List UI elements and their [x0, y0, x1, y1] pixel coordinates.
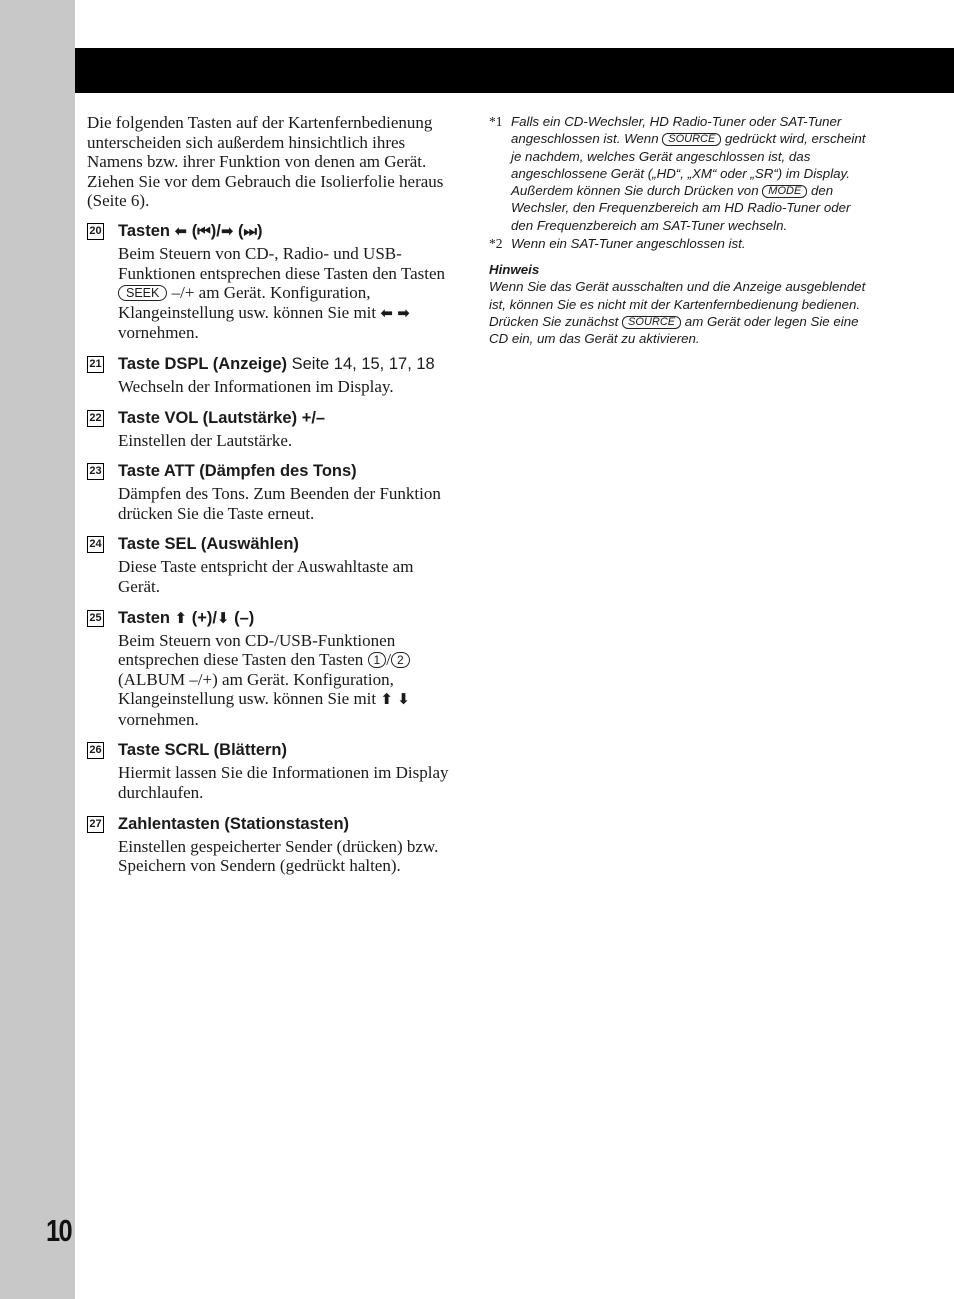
- entry-body: Beim Steuern von CD-, Radio- und USB-Funktionen entsprechen diese Tasten den Tasten SEEK –/+ am Gerät. Konfiguration, Klangeinstellung usw. können Sie mit ⬅ ➡ vornehmen.: [118, 243, 445, 343]
- entry-title: Taste SEL (Auswählen): [118, 535, 299, 554]
- entry-24: [87, 534, 452, 596]
- item-number-badge: 21: [87, 356, 104, 373]
- arrow-left-icon: ⬅: [174, 221, 188, 240]
- key-1-label: 1: [368, 652, 387, 668]
- entry-title: Zahlentasten (Stationstasten): [118, 814, 350, 833]
- item-number-badge: 26: [87, 742, 104, 759]
- page-side-band: [0, 0, 75, 1299]
- page-reference: Seite 14, 15, 17, 18: [291, 354, 435, 373]
- entry-body: Einstellen gespeicherter Sender (drücken) bzw. Speichern von Sendern (gedrückt halten).: [118, 836, 439, 876]
- hint-body: Wenn Sie das Gerät ausschalten und die Anzeige ausgeblendet ist, können Sie es nicht mit der Kartenfernbedienung bedienen. Drücken Sie zunächst SOURCE am Gerät oder legen Sie eine CD ein, um das Gerät zu aktivieren.: [489, 279, 866, 347]
- entry-21: [87, 354, 452, 397]
- item-number-badge: 24: [87, 536, 104, 553]
- arrow-left-icon: ⬅: [380, 303, 393, 322]
- mode-key-label: MODE: [762, 185, 807, 198]
- entry-22: [87, 408, 452, 451]
- footnote-2: *2 Wenn ein SAT-Tuner angeschlossen ist.: [489, 236, 746, 252]
- hint-title: Hinweis: [489, 262, 540, 278]
- footnote-1: *1 Falls ein CD-Wechsler, HD Radio-Tuner oder SAT-Tuner angeschlossen ist. Wenn SOURCE gedrückt wird, erscheint je nachdem, welches Gerät angeschlossen ist, das angeschlossene Gerät („HD“, „XM“ oder „SR“) im Display. Außerdem können Sie durch Drücken von MODE den Wechsler, den Frequenzbereich am HD Radio-Tuner oder den Frequenzbereich am SAT-Tuner wechseln.: [489, 114, 866, 233]
- left-column: [87, 113, 452, 887]
- item-number-badge: 22: [87, 410, 104, 427]
- next-track-icon: ⏭: [243, 221, 258, 240]
- entry-body: Wechseln der Informationen im Display.: [118, 376, 394, 396]
- item-number-badge: 27: [87, 816, 104, 833]
- arrow-right-icon: ➡: [220, 221, 234, 240]
- entry-title: Taste DSPL (Anzeige) Seite 14, 15, 17, 18: [118, 354, 435, 373]
- seek-key-label: SEEK: [118, 285, 167, 301]
- entry-23: [87, 461, 452, 523]
- source-key-label: SOURCE: [662, 133, 721, 146]
- entry-title: Taste VOL (Lautstärke) +/–: [118, 408, 326, 427]
- arrow-up-icon: ⬆: [174, 608, 188, 627]
- previous-track-icon: ⏮: [197, 221, 211, 240]
- entry-body: Dämpfen des Tons. Zum Beenden der Funktion drücken Sie die Taste erneut.: [118, 484, 441, 523]
- entry-title: Taste ATT (Dämpfen des Tons): [118, 462, 357, 481]
- entry-title: Tasten ⬆ (+)/⬇ (–): [118, 608, 255, 627]
- key-2-label: 2: [391, 652, 410, 668]
- entry-body: Diese Taste entspricht der Auswahltaste am Gerät.: [118, 557, 414, 596]
- intro-paragraph: Die folgenden Tasten auf der Kartenfernbedienung unterscheiden sich außerdem hinsichtlich ihres Namens bzw. ihrer Funktion von denen am Gerät. Ziehen Sie vor dem Gebrauch die Isolierfolie heraus (Seite 6).: [87, 113, 444, 211]
- entry-title: Taste SCRL (Blättern): [118, 741, 287, 760]
- entry-body: Einstellen der Lautstärke.: [118, 430, 293, 450]
- right-column: [489, 113, 869, 348]
- footnote-mark: *1: [489, 114, 503, 129]
- entry-27: [87, 814, 452, 876]
- footnote-mark: *2: [489, 236, 503, 252]
- entry-title: Tasten ⬅ (⏮)/➡ (⏭): [118, 221, 263, 240]
- arrow-down-icon: ⬇: [397, 690, 410, 709]
- item-number-badge: 20: [87, 223, 104, 240]
- entry-body: Beim Steuern von CD-/USB-Funktionen entsprechen diese Tasten den Tasten 1 / 2 (ALBUM –/+) am Gerät. Konfiguration, Klangeinstellung usw. können Sie mit ⬆ ⬇ vornehmen.: [118, 630, 410, 729]
- header-bar: [75, 48, 954, 93]
- entry-20: [87, 221, 452, 343]
- source-key-label: SOURCE: [622, 316, 681, 329]
- page-number: 10: [46, 1213, 71, 1248]
- item-number-badge: 25: [87, 610, 104, 627]
- arrow-up-icon: ⬆: [380, 690, 393, 709]
- item-number-badge: 23: [87, 463, 104, 480]
- arrow-down-icon: ⬇: [216, 608, 230, 627]
- arrow-right-icon: ➡: [397, 303, 410, 322]
- entry-26: [87, 740, 452, 802]
- entry-25: [87, 608, 452, 730]
- entry-body: Hiermit lassen Sie die Informationen im Display durchlaufen.: [118, 763, 449, 803]
